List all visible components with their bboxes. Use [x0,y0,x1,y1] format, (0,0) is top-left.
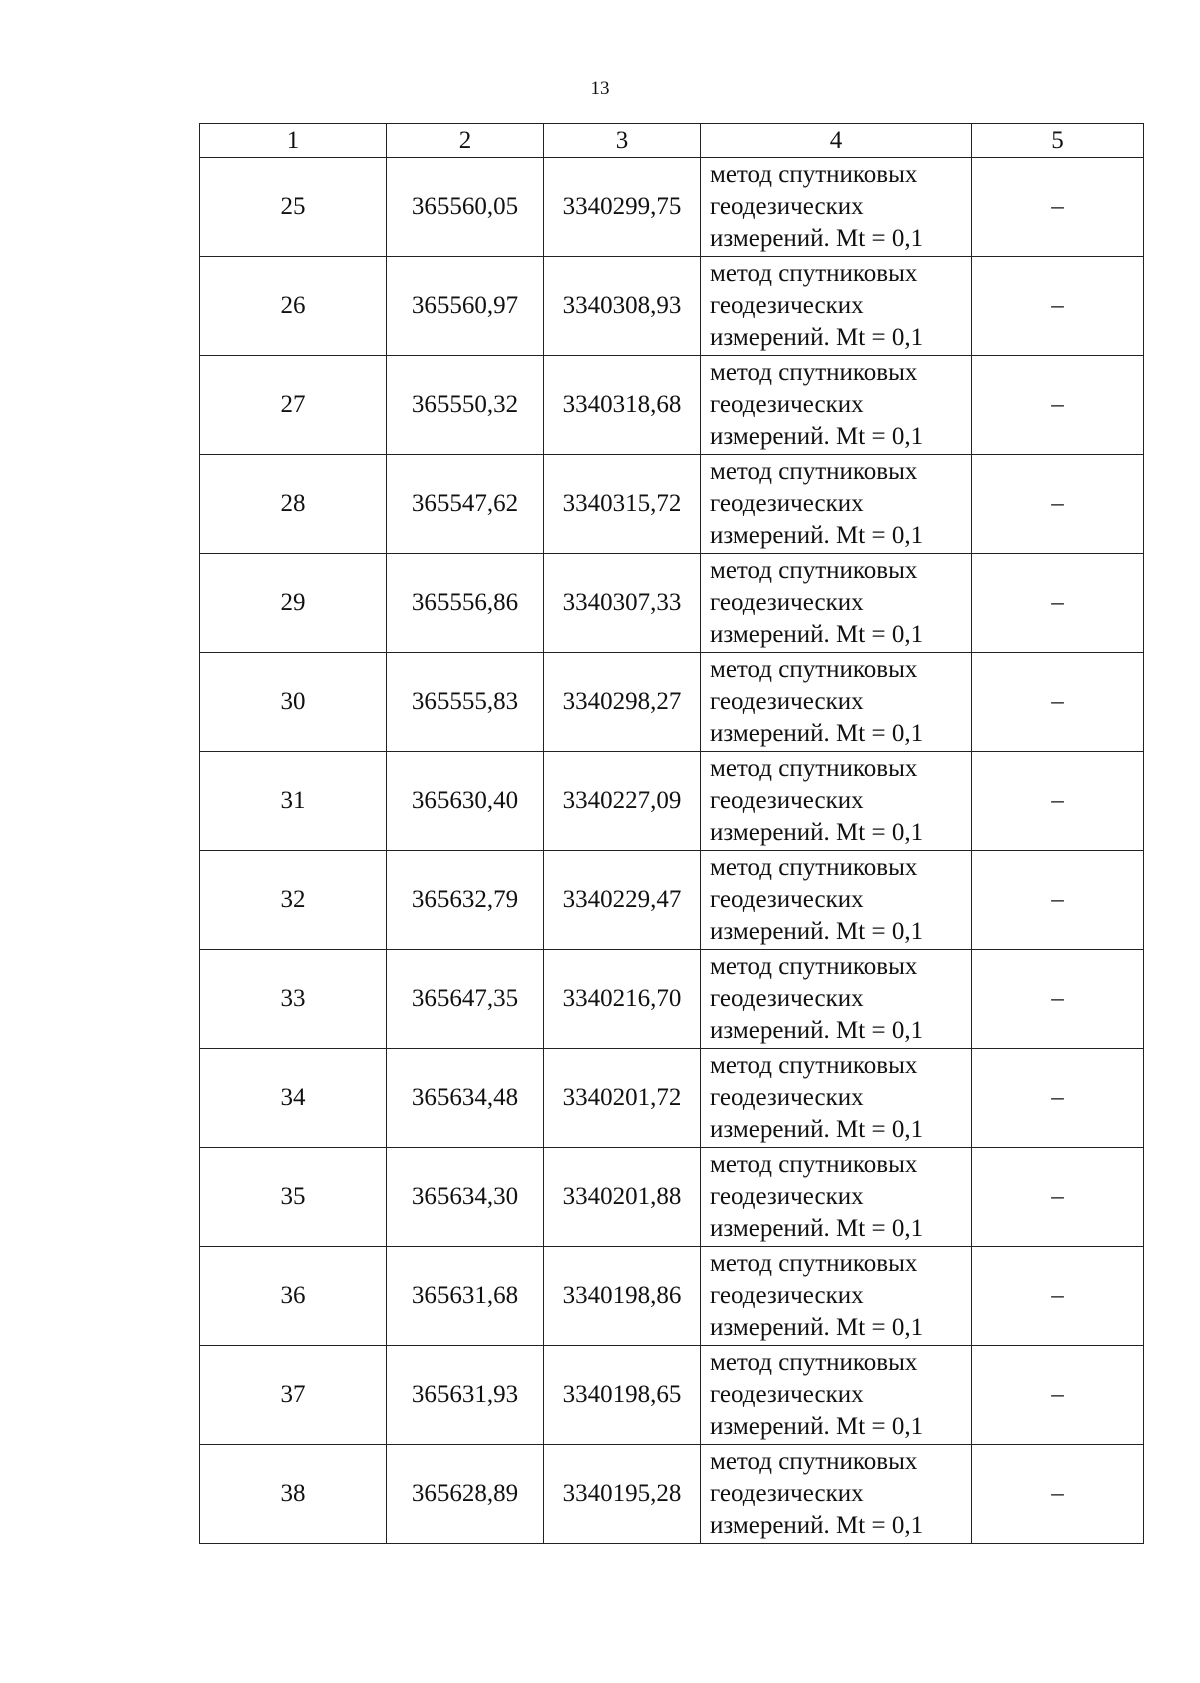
method-line: измерений. Mt = 0,1 [710,324,924,351]
y-coordinate-cell: 3340201,72 [544,1049,701,1148]
method-line: метод спутниковых [710,1349,918,1376]
method-line: геодезических [710,589,864,616]
method-line: метод спутниковых [710,755,918,782]
point-number-cell: 31 [200,752,387,851]
x-coordinate-cell: 365550,32 [387,356,544,455]
y-coordinate-cell: 3340307,33 [544,554,701,653]
method-line: метод спутниковых [710,854,918,881]
table-row [200,752,1144,851]
y-coordinate-cell: 3340299,75 [544,158,701,257]
point-number-cell: 34 [200,1049,387,1148]
header-row [200,124,1144,158]
note-cell: – [972,653,1144,752]
y-coordinate-cell: 3340198,86 [544,1247,701,1346]
method-cell [701,752,972,851]
method-line: метод спутниковых [710,953,918,980]
table-row [200,455,1144,554]
table-row [200,1049,1144,1148]
method-line: измерений. Mt = 0,1 [710,1017,924,1044]
x-coordinate-cell: 365647,35 [387,950,544,1049]
point-number-cell: 33 [200,950,387,1049]
method-cell [701,1148,972,1247]
y-coordinate-cell: 3340201,88 [544,1148,701,1247]
method-line: метод спутниковых [710,1250,918,1277]
note-cell: – [972,1247,1144,1346]
table-row [200,1445,1144,1544]
method-line: метод спутниковых [710,557,918,584]
point-number-cell: 37 [200,1346,387,1445]
x-coordinate-cell: 365631,68 [387,1247,544,1346]
method-line: измерений. Mt = 0,1 [710,720,924,747]
y-coordinate-cell: 3340308,93 [544,257,701,356]
method-line: геодезических [710,886,864,913]
table-row [200,950,1144,1049]
table-row [200,1247,1144,1346]
point-number-cell: 35 [200,1148,387,1247]
method-line: измерений. Mt = 0,1 [710,918,924,945]
method-line: измерений. Mt = 0,1 [710,1413,924,1440]
x-coordinate-cell: 365634,30 [387,1148,544,1247]
method-line: метод спутниковых [710,458,918,485]
method-cell [701,455,972,554]
x-coordinate-cell: 365634,48 [387,1049,544,1148]
page-number: 13 [590,78,610,99]
header-col-3: 3 [544,124,701,158]
method-cell [701,1247,972,1346]
note-cell: – [972,554,1144,653]
method-cell [701,158,972,257]
header-col-5: 5 [972,124,1144,158]
method-line: геодезических [710,1381,864,1408]
method-line: метод спутниковых [710,1151,918,1178]
method-line: геодезических [710,1282,864,1309]
header-col-4: 4 [701,124,972,158]
x-coordinate-cell: 365556,86 [387,554,544,653]
note-cell: – [972,752,1144,851]
point-number-cell: 25 [200,158,387,257]
table-row [200,554,1144,653]
method-line: геодезических [710,1084,864,1111]
method-line: геодезических [710,1480,864,1507]
point-number-cell: 32 [200,851,387,950]
point-number-cell: 38 [200,1445,387,1544]
x-coordinate-cell: 365555,83 [387,653,544,752]
method-line: измерений. Mt = 0,1 [710,225,924,252]
note-cell: – [972,1148,1144,1247]
method-line: измерений. Mt = 0,1 [710,1215,924,1242]
y-coordinate-cell: 3340318,68 [544,356,701,455]
method-line: метод спутниковых [710,260,918,287]
method-cell [701,851,972,950]
note-cell: – [972,257,1144,356]
method-line: метод спутниковых [710,161,918,188]
x-coordinate-cell: 365632,79 [387,851,544,950]
point-number-cell: 28 [200,455,387,554]
table-row [200,851,1144,950]
x-coordinate-cell: 365628,89 [387,1445,544,1544]
header-col-1: 1 [200,124,387,158]
method-line: метод спутниковых [710,656,918,683]
method-line: геодезических [710,985,864,1012]
x-coordinate-cell: 365547,62 [387,455,544,554]
method-cell [701,257,972,356]
y-coordinate-cell: 3340216,70 [544,950,701,1049]
y-coordinate-cell: 3340229,47 [544,851,701,950]
method-line: метод спутниковых [710,1052,918,1079]
note-cell: – [972,455,1144,554]
method-cell [701,356,972,455]
x-coordinate-cell: 365631,93 [387,1346,544,1445]
method-line: измерений. Mt = 0,1 [710,423,924,450]
method-cell [701,554,972,653]
x-coordinate-cell: 365560,97 [387,257,544,356]
point-number-cell: 29 [200,554,387,653]
y-coordinate-cell: 3340298,27 [544,653,701,752]
table-row [200,356,1144,455]
method-line: измерений. Mt = 0,1 [710,819,924,846]
method-line: метод спутниковых [710,1448,918,1475]
y-coordinate-cell: 3340195,28 [544,1445,701,1544]
point-number-cell: 27 [200,356,387,455]
table-row [200,158,1144,257]
method-cell [701,1445,972,1544]
method-line: измерений. Mt = 0,1 [710,1116,924,1143]
note-cell: – [972,851,1144,950]
header-col-2: 2 [387,124,544,158]
point-number-cell: 26 [200,257,387,356]
note-cell: – [972,1346,1144,1445]
point-number-cell: 30 [200,653,387,752]
method-line: геодезических [710,490,864,517]
method-cell [701,653,972,752]
table-header [200,124,1144,158]
note-cell: – [972,1049,1144,1148]
table-row [200,1148,1144,1247]
note-cell: – [972,950,1144,1049]
note-cell: – [972,158,1144,257]
table-row [200,1346,1144,1445]
method-line: измерений. Mt = 0,1 [710,1314,924,1341]
method-line: геодезических [710,193,864,220]
x-coordinate-cell: 365560,05 [387,158,544,257]
method-line: измерений. Mt = 0,1 [710,621,924,648]
method-cell [701,1049,972,1148]
method-line: геодезических [710,787,864,814]
method-line: метод спутниковых [710,359,918,386]
method-line: геодезических [710,391,864,418]
point-number-cell: 36 [200,1247,387,1346]
y-coordinate-cell: 3340315,72 [544,455,701,554]
coordinates-table [199,123,1144,1544]
y-coordinate-cell: 3340227,09 [544,752,701,851]
method-line: геодезических [710,1183,864,1210]
x-coordinate-cell: 365630,40 [387,752,544,851]
method-cell [701,1346,972,1445]
note-cell: – [972,356,1144,455]
method-line: измерений. Mt = 0,1 [710,1512,924,1539]
note-cell: – [972,1445,1144,1544]
method-line: геодезических [710,292,864,319]
table-row [200,653,1144,752]
table-row [200,257,1144,356]
method-cell [701,950,972,1049]
table-body [200,158,1144,1544]
y-coordinate-cell: 3340198,65 [544,1346,701,1445]
method-line: измерений. Mt = 0,1 [710,522,924,549]
method-line: геодезических [710,688,864,715]
